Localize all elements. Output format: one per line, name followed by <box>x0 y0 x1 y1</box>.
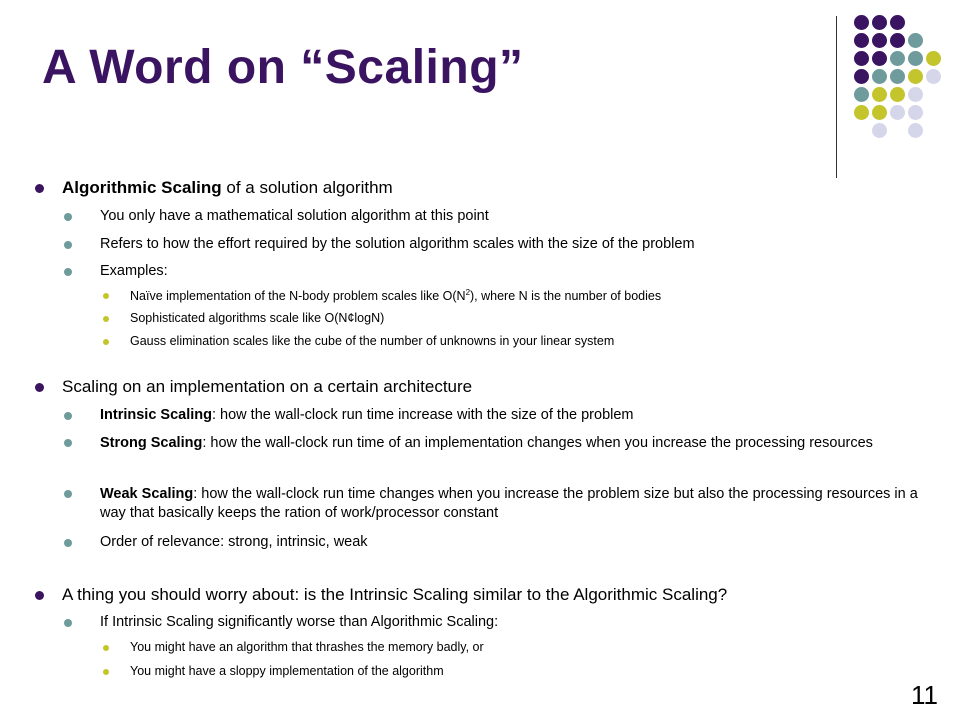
sub-bullet <box>100 485 940 523</box>
decorative-dot <box>872 123 887 138</box>
example-bullet <box>130 664 444 678</box>
sub-bullet <box>100 208 489 224</box>
bullet-text: Order of relevance: strong, intrinsic, weak <box>100 534 368 550</box>
sub-bullet <box>100 263 168 279</box>
bullet-text: Gauss elimination scales like the cube of the number of unknowns in your linear system <box>130 334 615 348</box>
decorative-dot <box>872 51 887 66</box>
bullet-dot <box>103 316 109 322</box>
bullet-dot <box>64 539 72 547</box>
bullet-text: You might have a sloppy implementation of the algorithm <box>130 664 444 678</box>
bullet-text: : how the wall-clock run time changes when you increase the problem size but also the processing resources in a way that basically keeps the ration of work/processor constant <box>100 486 918 521</box>
decorative-dot <box>872 15 887 30</box>
decorative-dot <box>890 69 905 84</box>
decorative-dot <box>854 15 869 30</box>
bullet-dot <box>64 241 72 249</box>
decorative-dot <box>926 51 941 66</box>
decorative-dot <box>908 87 923 102</box>
decorative-dot <box>908 51 923 66</box>
decorative-dot <box>926 69 941 84</box>
decorative-dot <box>854 51 869 66</box>
bullet-text: : how the wall-clock run time of an implementation changes when you increase the processing resources <box>202 435 873 451</box>
page-number: 11 <box>911 680 938 710</box>
bullet-text: : how the wall-clock run time increase with the size of the problem <box>212 407 634 423</box>
bullet-dot <box>64 439 72 447</box>
bullet-dot <box>64 619 72 627</box>
bullet-dot <box>35 383 44 392</box>
example-bullet <box>130 311 384 325</box>
decorative-dot <box>854 87 869 102</box>
sub-bullet <box>100 434 940 453</box>
bullet-dot <box>35 184 44 193</box>
decorative-dot <box>908 123 923 138</box>
bullet-implementation-scaling <box>62 377 472 397</box>
bullet-dot <box>64 268 72 276</box>
bullet-dot <box>64 213 72 221</box>
bold-term: Algorithmic Scaling <box>62 178 222 197</box>
bullet-worry <box>62 585 727 605</box>
sub-bullet <box>100 614 498 630</box>
bullet-dot <box>103 669 109 675</box>
bullet-dot <box>35 591 44 600</box>
bullet-text: You only have a mathematical solution algorithm at this point <box>100 208 489 224</box>
example-bullet <box>130 640 484 654</box>
bullet-text: If Intrinsic Scaling significantly worse than Algorithmic Scaling: <box>100 614 499 630</box>
sub-bullet <box>100 407 634 423</box>
bullet-dot <box>103 645 109 651</box>
example-bullet <box>130 334 614 348</box>
decorative-dot <box>854 105 869 120</box>
decorative-dot <box>854 69 869 84</box>
decorative-dot <box>890 105 905 120</box>
decorative-dot <box>854 33 869 48</box>
bullet-text: Sophisticated algorithms scale like O(N¢logN) <box>130 311 385 325</box>
decorative-dot <box>890 15 905 30</box>
slide-title: A Word on “Scaling” <box>42 41 524 94</box>
bullet-text: Refers to how the effort required by the solution algorithm scales with the size of the problem <box>100 236 695 252</box>
bullet-text: of a solution algorithm <box>221 178 393 197</box>
bold-term: Intrinsic Scaling <box>100 407 212 423</box>
decorative-dot <box>908 69 923 84</box>
decorative-dot <box>872 87 887 102</box>
decorative-dot <box>908 105 923 120</box>
decorative-dot <box>890 87 905 102</box>
superscript: 2 <box>465 288 471 297</box>
bullet-dot <box>103 339 109 345</box>
decorative-dot <box>872 105 887 120</box>
bullet-text: Scaling on an implementation on a certain architecture <box>62 377 473 396</box>
bullet-text: Examples: <box>100 263 168 279</box>
bullet-text: ), where N is the number of bodies <box>470 289 662 304</box>
bullet-text: Naïve implementation of the N-body problem scales like O(N <box>130 289 466 304</box>
bold-term: Weak Scaling <box>100 486 194 502</box>
decorative-dot <box>890 33 905 48</box>
bullet-text: You might have an algorithm that thrashes the memory badly, or <box>130 640 484 654</box>
decorative-dot <box>872 33 887 48</box>
decorative-dot <box>908 33 923 48</box>
example-bullet <box>130 288 661 303</box>
bullet-dot <box>103 293 109 299</box>
sub-bullet <box>100 236 695 252</box>
title-divider-line <box>836 16 837 178</box>
bullet-text: A thing you should worry about: is the Intrinsic Scaling similar to the Algorithmic Scaling? <box>62 585 728 604</box>
bullet-dot <box>64 412 72 420</box>
decorative-dot <box>872 69 887 84</box>
decorative-dot <box>890 51 905 66</box>
bold-term: Strong Scaling <box>100 435 203 451</box>
bullet-dot <box>64 490 72 498</box>
sub-bullet <box>100 534 368 550</box>
bullet-algorithmic-scaling <box>62 178 393 198</box>
